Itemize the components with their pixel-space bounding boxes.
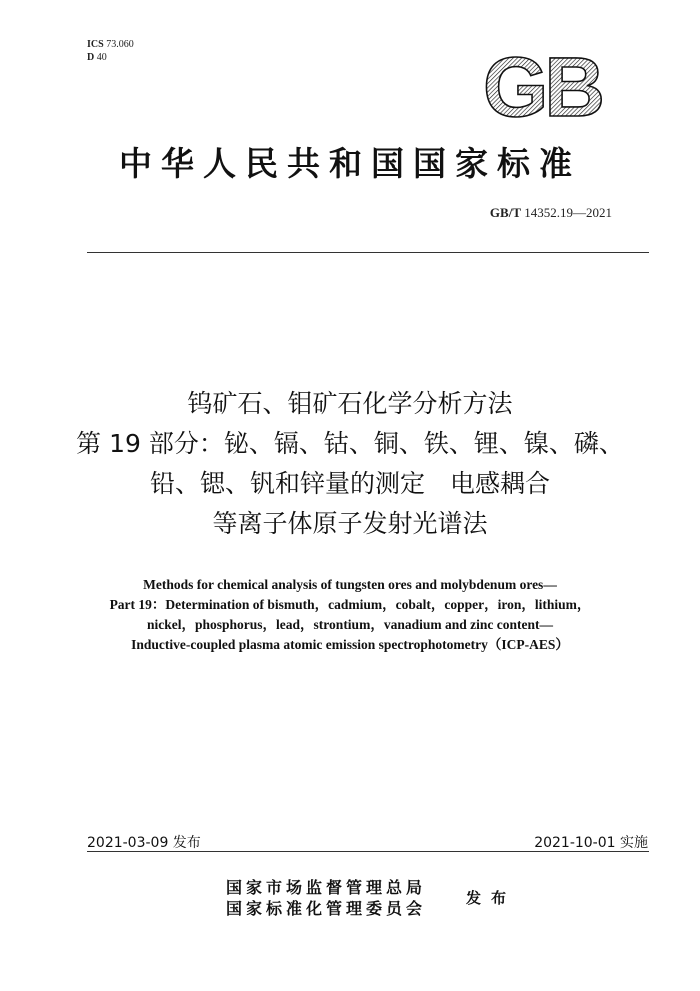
cn-title-line: 等离子体原子发射光谱法: [212, 509, 488, 538]
issuing-authorities: [226, 877, 426, 919]
standard-code: 14352.19—2021: [524, 205, 612, 220]
en-title-line: Methods for chemical analysis of tungsten ores and molybdenum ores—: [143, 577, 557, 592]
cn-title-line: 第 19 部分：铋、镉、钴、铜、铁、锂、镍、磷、: [76, 429, 624, 458]
issuer-name: 国家市场监督管理总局: [226, 878, 427, 897]
standard-prefix: GB/T: [489, 205, 521, 220]
implementation-date: 2021-10-01 实施: [534, 835, 648, 851]
national-standard-title: 中华人民共和国国家标准: [119, 144, 581, 183]
gb-logo-text: GB: [483, 50, 601, 122]
bottom-divider: [87, 851, 649, 852]
class-label: D: [87, 52, 95, 63]
en-title-line: Inductive-coupled plasma atomic emission spectrophotometry（ICP-AES）: [131, 637, 569, 652]
issuer-name: 国家标准化管理委员会: [226, 899, 427, 918]
ics-line: [87, 38, 134, 51]
class-code: 40: [96, 52, 107, 63]
cn-title-line: 钨矿石、钼矿石化学分析方法: [187, 389, 513, 418]
chinese-title: [60, 384, 640, 544]
standard-number: [490, 205, 612, 221]
issue-date: 2021-03-09 发布: [87, 835, 201, 851]
cn-title-line: 铅、锶、钒和锌量的测定 电感耦合: [149, 469, 550, 498]
en-title-line: nickel，phosphorus，lead，strontium，vanadium and zinc content—: [147, 617, 553, 632]
class-line: [87, 51, 134, 64]
english-title: [60, 575, 640, 655]
classification-codes: [87, 38, 134, 64]
gb-logo: [474, 50, 610, 122]
en-title-line: Part 19：Determination of bismuth，cadmium，cobalt，copper，iron，lithium，: [109, 597, 591, 612]
ics-code: 73.060: [106, 39, 134, 50]
issue-label: 发布: [466, 889, 517, 907]
top-divider: [87, 252, 649, 253]
ics-label: ICS: [87, 39, 104, 50]
